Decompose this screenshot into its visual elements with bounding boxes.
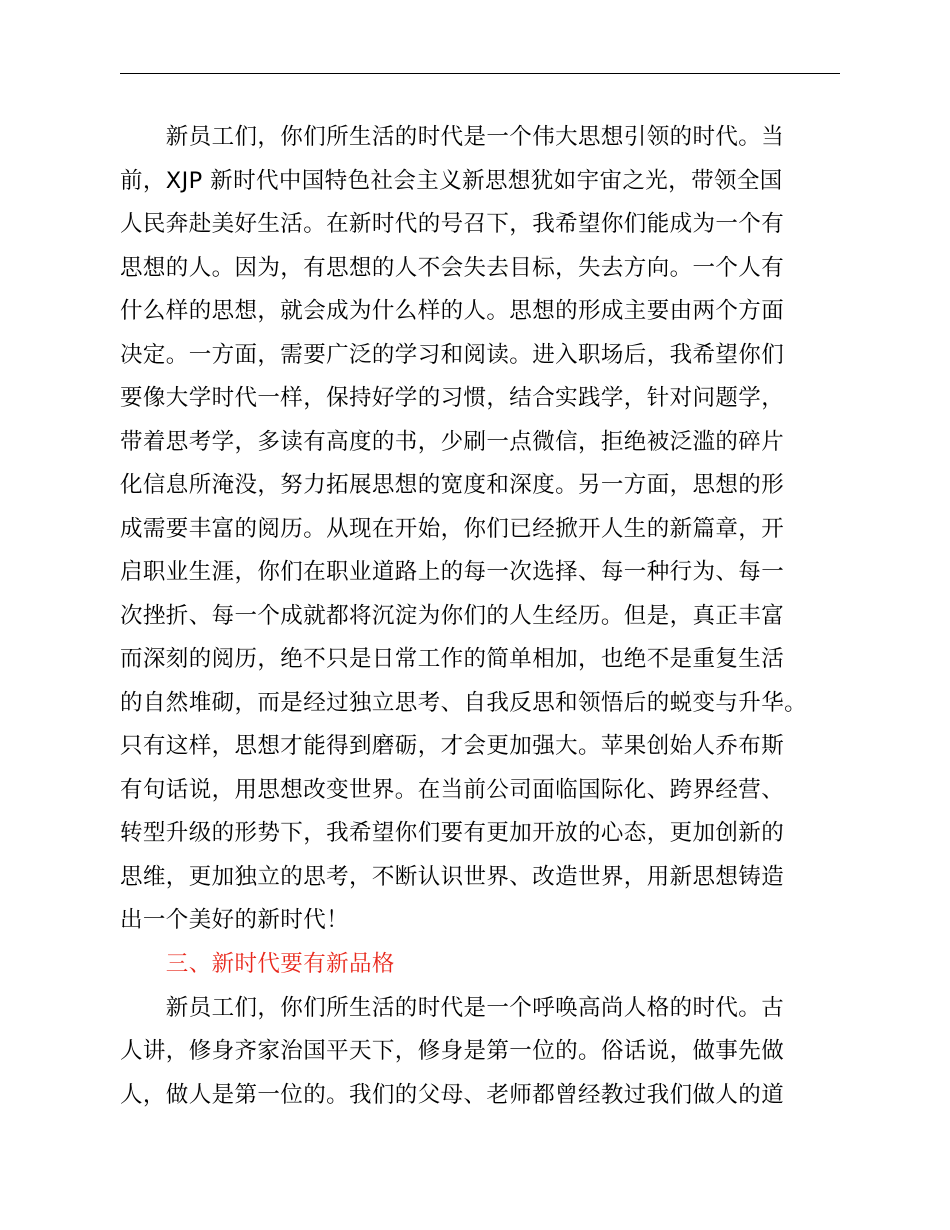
text-line: 转型升级的形势下，我希望你们要有更加开放的心态，更加创新的 <box>120 820 785 846</box>
text-line: 思想的人。因为，有思想的人不会失去目标，失去方向。一个人有 <box>120 255 785 281</box>
text-line: 的自然堆砌，而是经过独立思考、自我反思和领悟后的蜕变与升华。 <box>120 690 808 716</box>
text-line: 人，做人是第一位的。我们的父母、老师都曾经教过我们做人的道 <box>120 1082 785 1108</box>
text-line: 化信息所淹没，努力拓展思想的宽度和深度。另一方面，思想的形 <box>120 472 785 498</box>
header-rule <box>120 73 840 74</box>
text-line: 人讲，修身齐家治国平天下，修身是第一位的。俗话说，做事先做 <box>120 1038 785 1064</box>
text-line: 什么样的思想，就会成为什么样的人。思想的形成主要由两个方面 <box>120 298 785 324</box>
text-line: 启职业生涯，你们在职业道路上的每一次选择、每一种行为、每一 <box>120 559 785 585</box>
text-line: 成需要丰富的阅历。从现在开始，你们已经掀开人生的新篇章，开 <box>120 516 785 542</box>
text-line: 前，XJP 新时代中国特色社会主义新思想犹如宇宙之光，带领全国 <box>120 168 783 194</box>
text-line: 思维，更加独立的思考，不断认识世界、改造世界，用新思想铸造 <box>120 864 785 890</box>
text-line: 新员工们，你们所生活的时代是一个伟大思想引领的时代。当 <box>120 124 785 150</box>
text-line: 而深刻的阅历，绝不只是日常工作的简单相加，也绝不是重复生活 <box>120 646 785 672</box>
text-line: 出一个美好的新时代！ <box>120 907 350 933</box>
text-line: 新员工们，你们所生活的时代是一个呼唤高尚人格的时代。古 <box>120 995 785 1021</box>
text-line: 有句话说，用思想改变世界。在当前公司面临国际化、跨界经营、 <box>120 777 785 803</box>
text-line: 次挫折、每一个成就都将沉淀为你们的人生经历。但是，真正丰富 <box>120 603 785 629</box>
text-line: 要像大学时代一样，保持好学的习惯，结合实践学，针对问题学， <box>120 385 785 411</box>
section-heading: 三、新时代要有新品格 <box>120 951 395 977</box>
text-line: 带着思考学，多读有高度的书，少刷一点微信，拒绝被泛滥的碎片 <box>120 429 785 455</box>
text-line: 决定。一方面，需要广泛的学习和阅读。进入职场后，我希望你们 <box>120 342 785 368</box>
text-line: 只有这样，思想才能得到磨砺，才会更加强大。苹果创始人乔布斯 <box>120 733 785 759</box>
text-line: 人民奔赴美好生活。在新时代的号召下，我希望你们能成为一个有 <box>120 211 785 237</box>
